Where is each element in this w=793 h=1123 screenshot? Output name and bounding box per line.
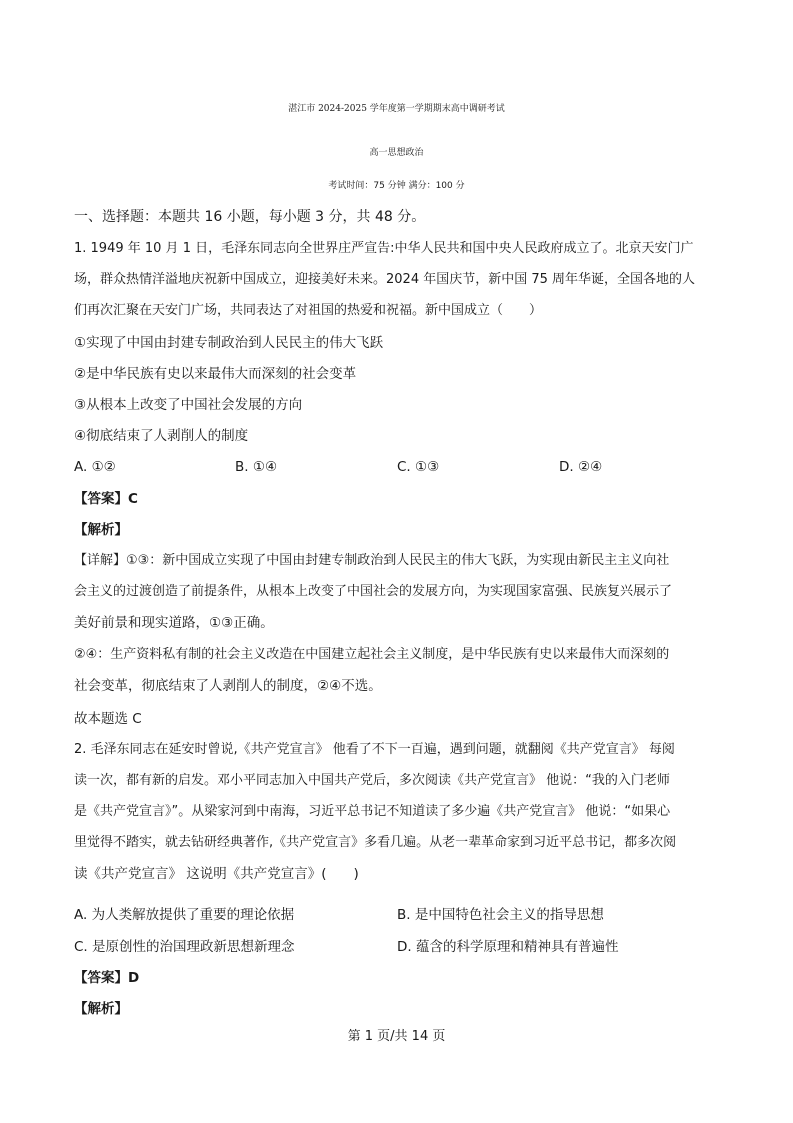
q1-item: ①实现了中国由封建专制政治到人民民主的伟大飞跃 — [74, 335, 384, 351]
q2-stem-line: 读《共产党宣言》 这说明《共产党宣言》( ) — [74, 866, 359, 882]
q1-item: ④彻底结束了人剥削人的制度 — [74, 428, 249, 444]
q1-detail-line: 社会变革，彻底结束了人剥削人的制度，②④不选。 — [74, 678, 382, 694]
q1-detail-line: 美好前景和现实道路，①③正确。 — [74, 615, 274, 631]
q2-analysis-label: 【解析】 — [74, 1001, 128, 1017]
q1-option-b: B. ①④ — [235, 459, 278, 475]
q1-option-d: D. ②④ — [559, 459, 603, 475]
q1-answer: 【答案】C — [74, 491, 138, 507]
q1-conclusion: 故本题选 C — [74, 711, 142, 727]
q2-stem-line: 读一次，都有新的启发。邓小平同志加入中国共产党后，多次阅读《共产党宣言》 他说：“我的入门老师 — [74, 773, 670, 788]
q1-stem-line: 场，群众热情洋溢地庆祝新中国成立，迎接美好未来。2024 年国庆节，新中国 75 周年华诞，全国各地的人 — [74, 272, 696, 287]
q2-stem-line: 是《共产党宣言》”。从梁家河到中南海，习近平总书记不知道读了多少遍《共产党宣言》 他说：“如果心 — [74, 804, 671, 819]
q1-stem-line: 1. 1949 年 10 月 1 日，毛泽东同志向全世界庄严宣告:中华人民共和国中央人民政府成立了。北京天安门广 — [74, 241, 694, 256]
page-number: 第 1 页/共 14 页 — [347, 1029, 446, 1044]
q1-analysis-label: 【解析】 — [74, 522, 128, 538]
q1-item: ②是中华民族有史以来最伟大而深刻的社会变革 — [74, 366, 357, 382]
q2-option-d: D. 蕴含的科学原理和精神具有普遍性 — [397, 939, 619, 955]
exam-title: 湛江市 2024-2025 学年度第一学期期末高中调研考试 — [288, 104, 505, 114]
q1-item: ③从根本上改变了中国社会发展的方向 — [74, 397, 303, 413]
q1-stem-line: 们再次汇聚在天安门广场，共同表达了对祖国的热爱和祝福。新中国成立（ ） — [74, 303, 543, 318]
q1-detail-line: 会主义的过渡创造了前提条件，从根本上改变了中国社会的发展方向，为实现国家富强、民族复兴展示了 — [74, 584, 673, 599]
q1-option-a: A. ①② — [74, 459, 116, 475]
q1-detail-line: 【详解】①③：新中国成立实现了中国由封建专制政治到人民民主的伟大飞跃，为实现由新民主主义向社 — [74, 553, 670, 568]
q1-detail-line: ②④：生产资料私有制的社会主义改造在中国建立起社会主义制度，是中华民族有史以来最伟大而深刻的 — [74, 647, 670, 662]
exam-info: 考试时间：75 分钟 满分：100 分 — [328, 181, 465, 191]
q2-option-b: B. 是中国特色社会主义的指导思想 — [397, 907, 604, 923]
q1-option-c: C. ①③ — [397, 459, 440, 475]
q2-stem-line: 里觉得不踏实，就去钻研经典著作,《共产党宣言》多看几遍。从老一辈革命家到习近平总书记，都多次阅 — [74, 835, 677, 850]
q2-option-c: C. 是原创性的治国理政新思想新理念 — [74, 939, 295, 955]
q2-stem-line: 2. 毛泽东同志在延安时曾说,《共产党宣言》 他看了不下一百遍，遇到问题，就翻阅《共产党宣言》 每阅 — [74, 742, 675, 757]
subject-title: 高一思想政治 — [369, 148, 424, 158]
q2-option-a: A. 为人类解放提供了重要的理论依据 — [74, 907, 295, 923]
section-heading: 一、选择题：本题共 16 小题，每小题 3 分，共 48 分。 — [74, 209, 426, 225]
q2-answer: 【答案】D — [74, 970, 140, 986]
